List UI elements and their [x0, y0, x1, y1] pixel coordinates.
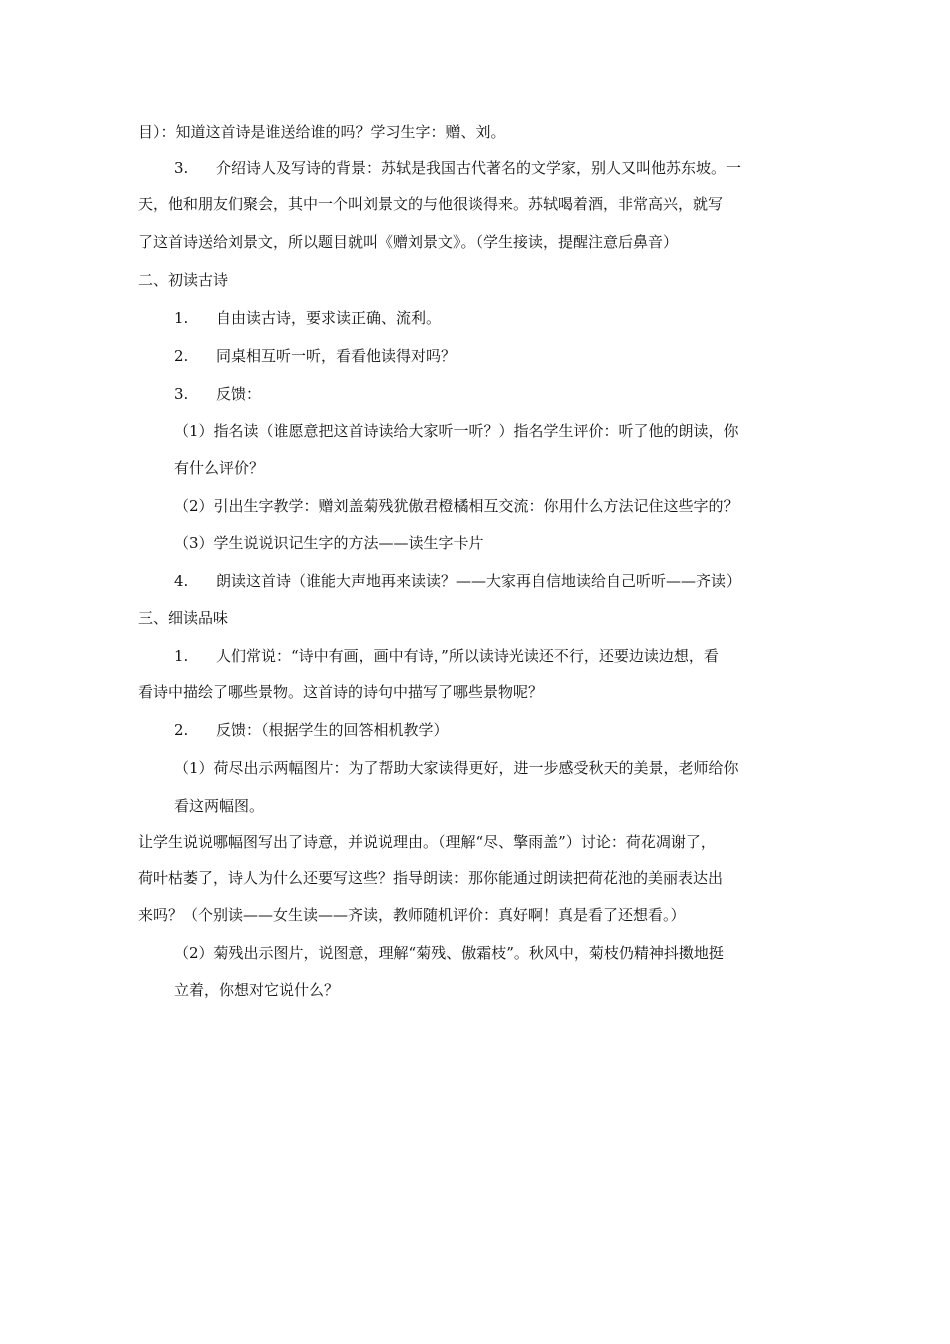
paragraph-line: 天，他和朋友们聚会，其中一个叫刘景文的与他很谈得来。苏轼喝着酒，非常高兴，就写: [138, 195, 724, 213]
list-number: 3.: [174, 385, 189, 403]
paragraph-line: 了这首诗送给刘景文，所以题目就叫《赠刘景文》。（学生接读，提醒注意后鼻音）: [138, 233, 679, 251]
list-item-line: [174, 346, 456, 366]
sub-item-line: （3）学生说说识记生字的方法——读生字卡片: [174, 534, 484, 552]
list-item-text: 人们常说：“诗中有画，画中有诗，”所以读诗光读还不行，还要边读边想，看: [216, 647, 719, 665]
list-item-text: 同桌相互听一听，看看他读得对吗？: [216, 347, 457, 365]
list-item-line: [174, 384, 261, 404]
paragraph-line: 荷叶枯萎了，诗人为什么还要写这些？指导朗读：那你能通过朗读把荷花池的美丽表达出: [138, 869, 724, 887]
list-item-line: [174, 720, 449, 740]
paragraph-line: 来吗？（个别读——女生读——齐读，教师随机评价：真好啊！真是看了还想看。）: [138, 906, 686, 924]
sub-item-line: 看这两幅图。: [174, 797, 265, 815]
list-item-line: [174, 646, 719, 666]
sub-item-line: （2）菊残出示图片，说图意，理解“菊残、傲霜枝”。秋风中，菊枝仍精神抖擞地挺: [174, 944, 724, 962]
paragraph-line: 看诗中描绘了哪些景物。这首诗的诗句中描写了哪些景物呢？: [138, 683, 544, 701]
list-item-line: [174, 308, 441, 328]
list-number: 1.: [174, 647, 189, 665]
list-number: 3.: [174, 159, 189, 177]
sub-item-line: 有什么评价？: [174, 459, 265, 477]
paragraph-line: 让学生说说哪幅图写出了诗意，并说说理由。（理解“尽、擎雨盖”）讨论：荷花凋谢了，: [138, 833, 716, 851]
list-item-line: [174, 158, 741, 178]
list-number: 2.: [174, 347, 189, 365]
sub-item-line: 立着，你想对它说什么？: [174, 981, 340, 999]
sub-item-line: （2）引出生字教学：赠刘盖菊残犹傲君橙橘相互交流：你用什么方法记住这些字的？: [174, 497, 739, 515]
paragraph-line: 目）：知道这首诗是谁送给谁的吗？学习生字：赠、刘。: [138, 123, 506, 141]
list-item-line: [174, 571, 741, 591]
list-number: 1.: [174, 309, 189, 327]
list-item-text: 介绍诗人及写诗的背景：苏轼是我国古代著名的文学家，别人又叫他苏东坡。一: [216, 159, 742, 177]
list-number: 4.: [174, 572, 189, 590]
list-item-text: 反馈：: [216, 385, 262, 403]
section-heading: 二、初读古诗: [138, 271, 229, 289]
sub-item-line: （1）荷尽出示两幅图片：为了帮助大家读得更好，进一步感受秋天的美景，老师给你: [174, 759, 739, 777]
list-number: 2.: [174, 721, 189, 739]
list-item-text: 自由读古诗，要求读正确、流利。: [216, 309, 442, 327]
list-item-text: 反馈：（根据学生的回答相机教学）: [216, 721, 449, 739]
section-heading: 三、细读品味: [138, 609, 229, 627]
sub-item-line: （1）指名读（谁愿意把这首诗读给大家听一听？）指名学生评价：听了他的朗读，你: [174, 422, 739, 440]
list-item-text: 朗读这首诗（谁能大声地再来读读？——大家再自信地读给自己听听——齐读）: [216, 572, 742, 590]
